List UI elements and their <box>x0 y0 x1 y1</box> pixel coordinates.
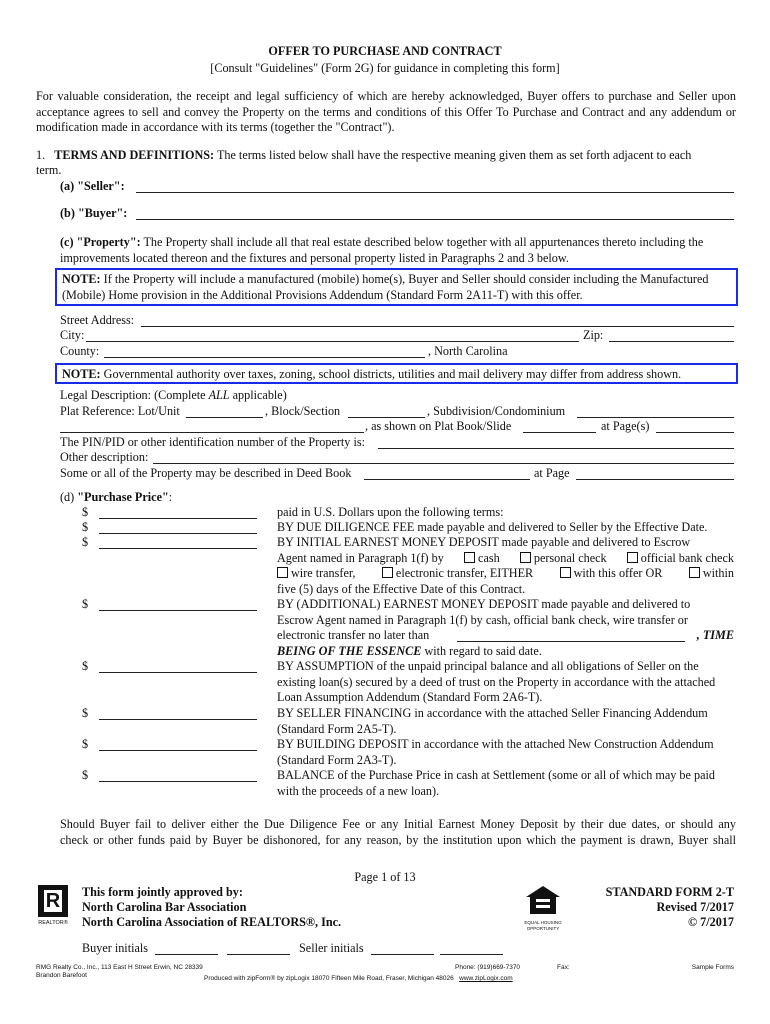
note-manufactured-home <box>55 268 738 306</box>
realtor-logo: R REALTOR® <box>36 885 70 929</box>
seller-initials-field-2[interactable] <box>440 954 503 955</box>
section1-number: 1. <box>36 148 46 162</box>
company-phone: Phone: (919)669-7370 <box>455 964 521 971</box>
buyer-field[interactable] <box>136 219 734 220</box>
cash-checkbox[interactable] <box>464 552 475 563</box>
subdivision-field[interactable] <box>577 417 734 418</box>
additional-earnest-amount[interactable]: $ <box>82 597 257 612</box>
balance-amount[interactable]: $ <box>82 768 257 783</box>
legal-description-label: Legal Description: (Complete ALL applicable) <box>60 388 287 402</box>
block-section-field[interactable] <box>348 417 425 418</box>
seller-field[interactable] <box>136 192 734 193</box>
additional-earnest-text: BY (ADDITIONAL) EARNEST MONEY DEPOSIT made payable and delivered to Escrow Agent named in Paragraph 1(f) by cash, official bank check, wire transfer or electronic transfer no later than , TIME BEING OF THE ESSENCE with regard to said date. <box>277 597 734 658</box>
city-label: City: <box>60 328 85 342</box>
seller-initials-field-1[interactable] <box>371 954 434 955</box>
equal-housing-icon: EQUAL HOUSING OPPORTUNITY <box>524 885 562 931</box>
ziplogix-link[interactable]: www.zipLogix.com <box>459 975 513 982</box>
lot-unit-field[interactable] <box>186 417 263 418</box>
company-fax: Fax: <box>557 964 570 971</box>
county-label: County: <box>60 344 100 358</box>
intro-paragraph: For valuable consideration, the receipt and legal sufficiency of which are hereby acknowledged, Buyer offers to purchase and Seller upon acceptance agrees to sell and convey the Property on the terms and conditions of this Offer To Purchase and Contract and any addendum or modification made in accordance with its terms (together the "Contract"). <box>36 89 736 134</box>
sample-forms: Sample Forms <box>691 964 734 971</box>
property-text-line1: The Property shall include all that real estate described below together with all appurtenances thereto including the <box>143 235 704 249</box>
buyer-initials-field-2[interactable] <box>227 954 290 955</box>
plat-reference-label: Plat Reference: Lot/Unit <box>60 404 180 418</box>
buyer-label: (b) "Buyer": <box>60 206 128 220</box>
deed-book-label: Some or all of the Property may be described in Deed Book <box>60 466 352 480</box>
city-field[interactable] <box>86 341 579 342</box>
wire-transfer-checkbox[interactable] <box>277 567 288 578</box>
bank-check-checkbox[interactable] <box>627 552 638 563</box>
company-line2: Brandon Barefoot <box>36 972 87 979</box>
electronic-transfer-checkbox[interactable] <box>382 567 393 578</box>
approved-line2: North Carolina Bar Association <box>82 900 247 914</box>
note-governmental-authority <box>55 363 738 384</box>
pages-field[interactable] <box>656 432 734 433</box>
building-deposit-text: BY BUILDING DEPOSIT in accordance with the attached New Construction Addendum (Standard Form 2A3-T). <box>277 737 714 767</box>
initial-earnest-text: BY INITIAL EARNEST MONEY DEPOSIT made payable and delivered to Escrow Agent named in Paragraph 1(f) by cash personal check official bank check wire transfer, electronic transfer, EITHER with this offer OR within five (5) days of the Effective Date of this Contract. <box>277 535 734 596</box>
subdivision-field-continued[interactable] <box>60 432 364 433</box>
note-label: NOTE: <box>62 367 101 381</box>
company-line1: RMG Realty Co., Inc., 113 East H Street Erwin, NC 28339 <box>36 964 203 971</box>
closing-paragraph-line1: Should Buyer fail to deliver either the Due Diligence Fee or any Initial Earnest Money Deposit by their due dates, or should any <box>60 817 736 831</box>
page-number: Page 1 of 13 <box>354 870 416 884</box>
due-diligence-amount[interactable]: $ <box>82 520 257 535</box>
purchase-price-label: (d) "Purchase Price": <box>60 490 173 504</box>
pages-label: at Page(s) <box>601 419 650 433</box>
form-title: OFFER TO PURCHASE AND CONTRACT <box>268 44 502 58</box>
form-copyright: © 7/2017 <box>687 915 734 929</box>
section1-text: The terms listed below shall have the respective meaning given them as set forth adjacent to each <box>216 148 692 162</box>
form-name: STANDARD FORM 2-T <box>605 885 734 899</box>
with-offer-checkbox[interactable] <box>560 567 571 578</box>
approved-line3: North Carolina Association of REALTORS®, Inc. <box>82 915 342 929</box>
assumption-text: BY ASSUMPTION of the unpaid principal balance and all obligations of Seller on the existing loan(s) secured by a deed of trust on the Property in accordance with the attached Loan Assumption Addendum (Standard Form 2A6-T). <box>277 659 716 704</box>
seller-label: (a) "Seller": <box>60 179 125 193</box>
zip-label: Zip: <box>583 328 604 342</box>
buyer-initials-field-1[interactable] <box>155 954 218 955</box>
other-description-label: Other description: <box>60 450 149 464</box>
form-subtitle: [Consult "Guidelines" (Form 2G) for guidance in completing this form] <box>210 61 560 75</box>
purchase-price-terms: paid in U.S. Dollars upon the following terms: <box>277 505 504 519</box>
purchase-price-amount[interactable]: $ <box>82 505 257 520</box>
note1-line2: (Mobile) Home provision in the Additional Provisions Addendum (Standard Form 2A11-T) with this offer. <box>62 287 583 302</box>
pin-field[interactable] <box>378 448 734 449</box>
zip-field[interactable] <box>609 341 734 342</box>
closing-paragraph-line2: check or other funds paid by Buyer be dishonored, for any reason, by the institution upon which the payment is drawn, Buyer shall <box>60 833 736 847</box>
property-text-line2: improvements located thereon and the fixtures and personal property listed in Paragraphs 2 and 3 below. <box>60 251 569 265</box>
assumption-amount[interactable]: $ <box>82 659 257 674</box>
street-address-field[interactable] <box>141 326 734 327</box>
balance-text: BALANCE of the Purchase Price in cash at Settlement (some or all of which may be paid with the proceeds of a new loan). <box>277 768 715 798</box>
approved-line1: This form jointly approved by: <box>82 885 243 899</box>
produced-with: Produced with zipForm® by zipLogix 18070 Fifteen Mile Road, Fraser, Michigan 48026 www.zipLogix.com <box>204 975 513 982</box>
plat-book-label: , as shown on Plat Book/Slide <box>365 419 512 433</box>
other-description-field[interactable] <box>153 463 734 464</box>
seller-initials-label: Seller initials <box>299 941 364 955</box>
due-diligence-text: BY DUE DILIGENCE FEE made payable and delivered to Seller by the Effective Date. <box>277 520 708 534</box>
county-field[interactable] <box>104 357 425 358</box>
property-label: (c) "Property": <box>60 235 141 249</box>
subdivision-label: , Subdivision/Condominium <box>427 404 566 418</box>
note1-line1: If the Property will include a manufactured (mobile) home(s), Buyer and Seller should consider including the Manufactured <box>103 272 709 286</box>
building-deposit-amount[interactable]: $ <box>82 737 257 752</box>
additional-deposit-date-field[interactable] <box>457 641 685 642</box>
deed-page-field[interactable] <box>576 479 734 480</box>
plat-book-field[interactable] <box>523 432 596 433</box>
at-page-label: at Page <box>534 466 570 480</box>
block-section-label: , Block/Section <box>265 404 341 418</box>
seller-financing-text: BY SELLER FINANCING in accordance with the attached Seller Financing Addendum (Standard Form 2A5-T). <box>277 706 708 736</box>
section1-title: TERMS AND DEFINITIONS: <box>54 148 215 162</box>
seller-financing-amount[interactable]: $ <box>82 706 257 721</box>
buyer-initials-label: Buyer initials <box>82 941 149 955</box>
deed-book-field[interactable] <box>364 479 530 480</box>
street-address-label: Street Address: <box>60 313 135 327</box>
personal-check-checkbox[interactable] <box>520 552 531 563</box>
property-definition <box>60 235 736 251</box>
note-label: NOTE: <box>62 272 101 286</box>
form-revised: Revised 7/2017 <box>656 900 734 914</box>
section1-text-continued: term. <box>36 163 62 177</box>
note2-text: Governmental authority over taxes, zoning, school districts, utilities and mail delivery may differ from address shown. <box>103 367 682 381</box>
state-suffix: , North Carolina <box>428 344 508 358</box>
initial-earnest-amount[interactable]: $ <box>82 535 257 550</box>
section1-heading <box>36 148 736 164</box>
pin-label: The PIN/PID or other identification number of the Property is: <box>60 435 365 449</box>
within-checkbox[interactable] <box>689 567 700 578</box>
